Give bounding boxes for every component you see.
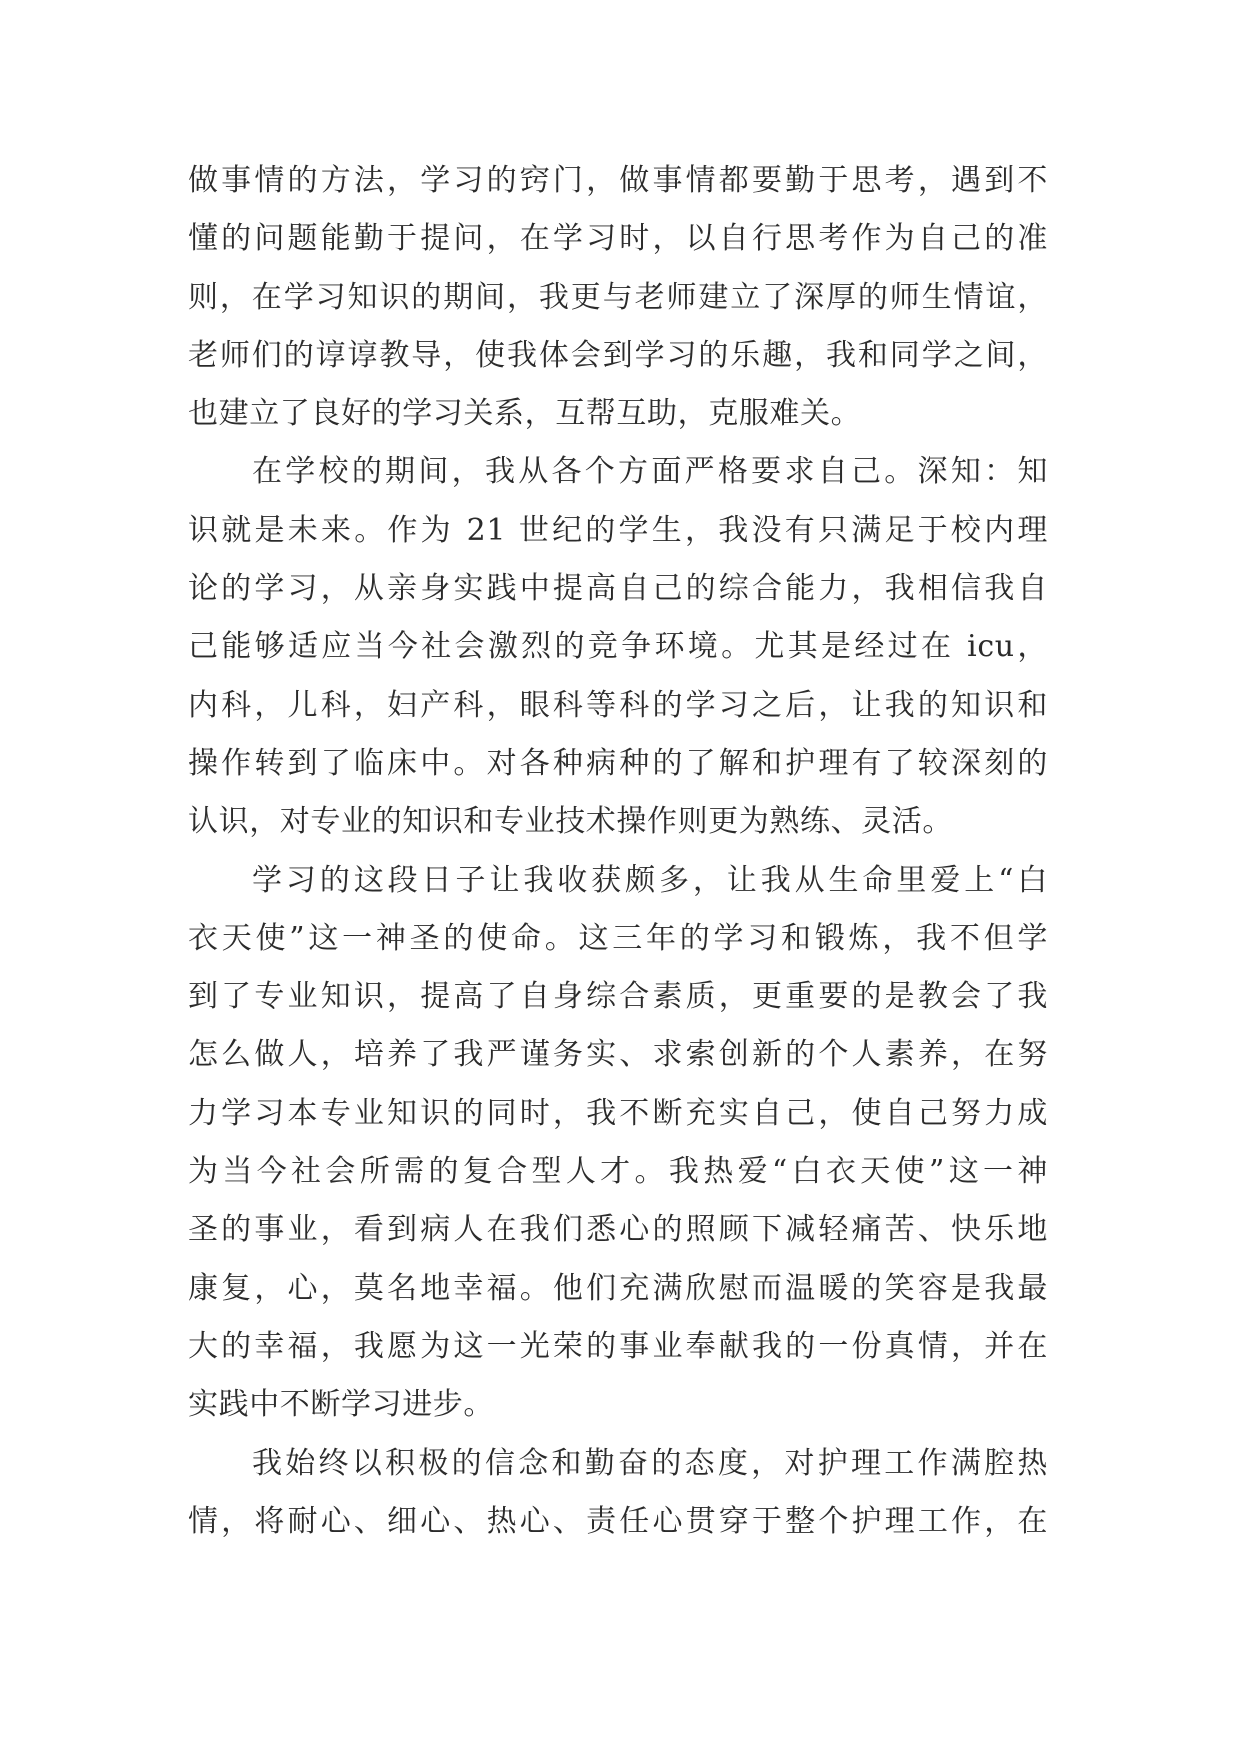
text-line: 情，将耐心、细心、热心、责任心贯穿于整个护理工作，在 bbox=[188, 1503, 1048, 1539]
text-line: 认识，对专业的知识和专业技术操作则更为熟练、灵活。 bbox=[188, 804, 953, 840]
paragraph-3 bbox=[188, 852, 1048, 1435]
paragraph-1 bbox=[188, 152, 1048, 443]
text-line: 实践中不断学习进步。 bbox=[188, 1387, 494, 1423]
text-line: 老师们的谆谆教导，使我体会到学习的乐趣，我和同学之间， bbox=[188, 337, 1048, 373]
text-line: 在学校的期间，我从各个方面严格要求自己。深知：知 bbox=[252, 454, 1048, 490]
text-line: 为当今社会所需的复合型人才。我热爱“白衣天使”这一神 bbox=[188, 1154, 1048, 1190]
text-line: 我始终以积极的信念和勤奋的态度，对护理工作满腔热 bbox=[252, 1445, 1048, 1481]
text-line: 内科，儿科，妇产科，眼科等科的学习之后，让我的知识和 bbox=[188, 687, 1048, 723]
text-line: 论的学习，从亲身实践中提高自己的综合能力，我相信我自 bbox=[188, 571, 1048, 607]
text-line: 也建立了良好的学习关系，互帮互助，克服难关。 bbox=[188, 396, 862, 432]
text-line: 到了专业知识，提高了自身综合素质，更重要的是教会了我 bbox=[188, 979, 1048, 1015]
text-line: 懂的问题能勤于提问，在学习时，以自行思考作为自己的准 bbox=[188, 221, 1048, 257]
text-line: 操作转到了临床中。对各种病种的了解和护理有了较深刻的 bbox=[188, 745, 1048, 781]
text-line: 怎么做人，培养了我严谨务实、求索创新的个人素养，在努 bbox=[188, 1037, 1048, 1073]
text-line: 康复，心，莫名地幸福。他们充满欣慰而温暖的笑容是我最 bbox=[188, 1270, 1048, 1306]
text-line: 识就是未来。作为 21 世纪的学生，我没有只满足于校内理 bbox=[188, 512, 1048, 548]
text-line: 做事情的方法，学习的窍门，做事情都要勤于思考，遇到不 bbox=[188, 163, 1048, 198]
text-line: 力学习本专业知识的同时，我不断充实自己，使自己努力成 bbox=[188, 1095, 1048, 1131]
text-line: 圣的事业，看到病人在我们悉心的照顾下减轻痛苦、快乐地 bbox=[188, 1212, 1048, 1248]
text-line: 则，在学习知识的期间，我更与老师建立了深厚的师生情谊， bbox=[188, 279, 1048, 315]
text-line: 衣天使”这一神圣的使命。这三年的学习和锻炼，我不但学 bbox=[188, 920, 1048, 956]
text-line: 己能够适应当今社会激烈的竞争环境。尤其是经过在 icu， bbox=[188, 629, 1048, 665]
text-line: 大的幸福，我愿为这一光荣的事业奉献我的一份真情，并在 bbox=[188, 1328, 1048, 1364]
paragraph-4 bbox=[188, 1435, 1048, 1552]
document-body bbox=[188, 152, 1048, 1551]
paragraph-2 bbox=[188, 443, 1048, 851]
text-line: 学习的这段日子让我收获颇多，让我从生命里爱上“白 bbox=[252, 862, 1048, 898]
